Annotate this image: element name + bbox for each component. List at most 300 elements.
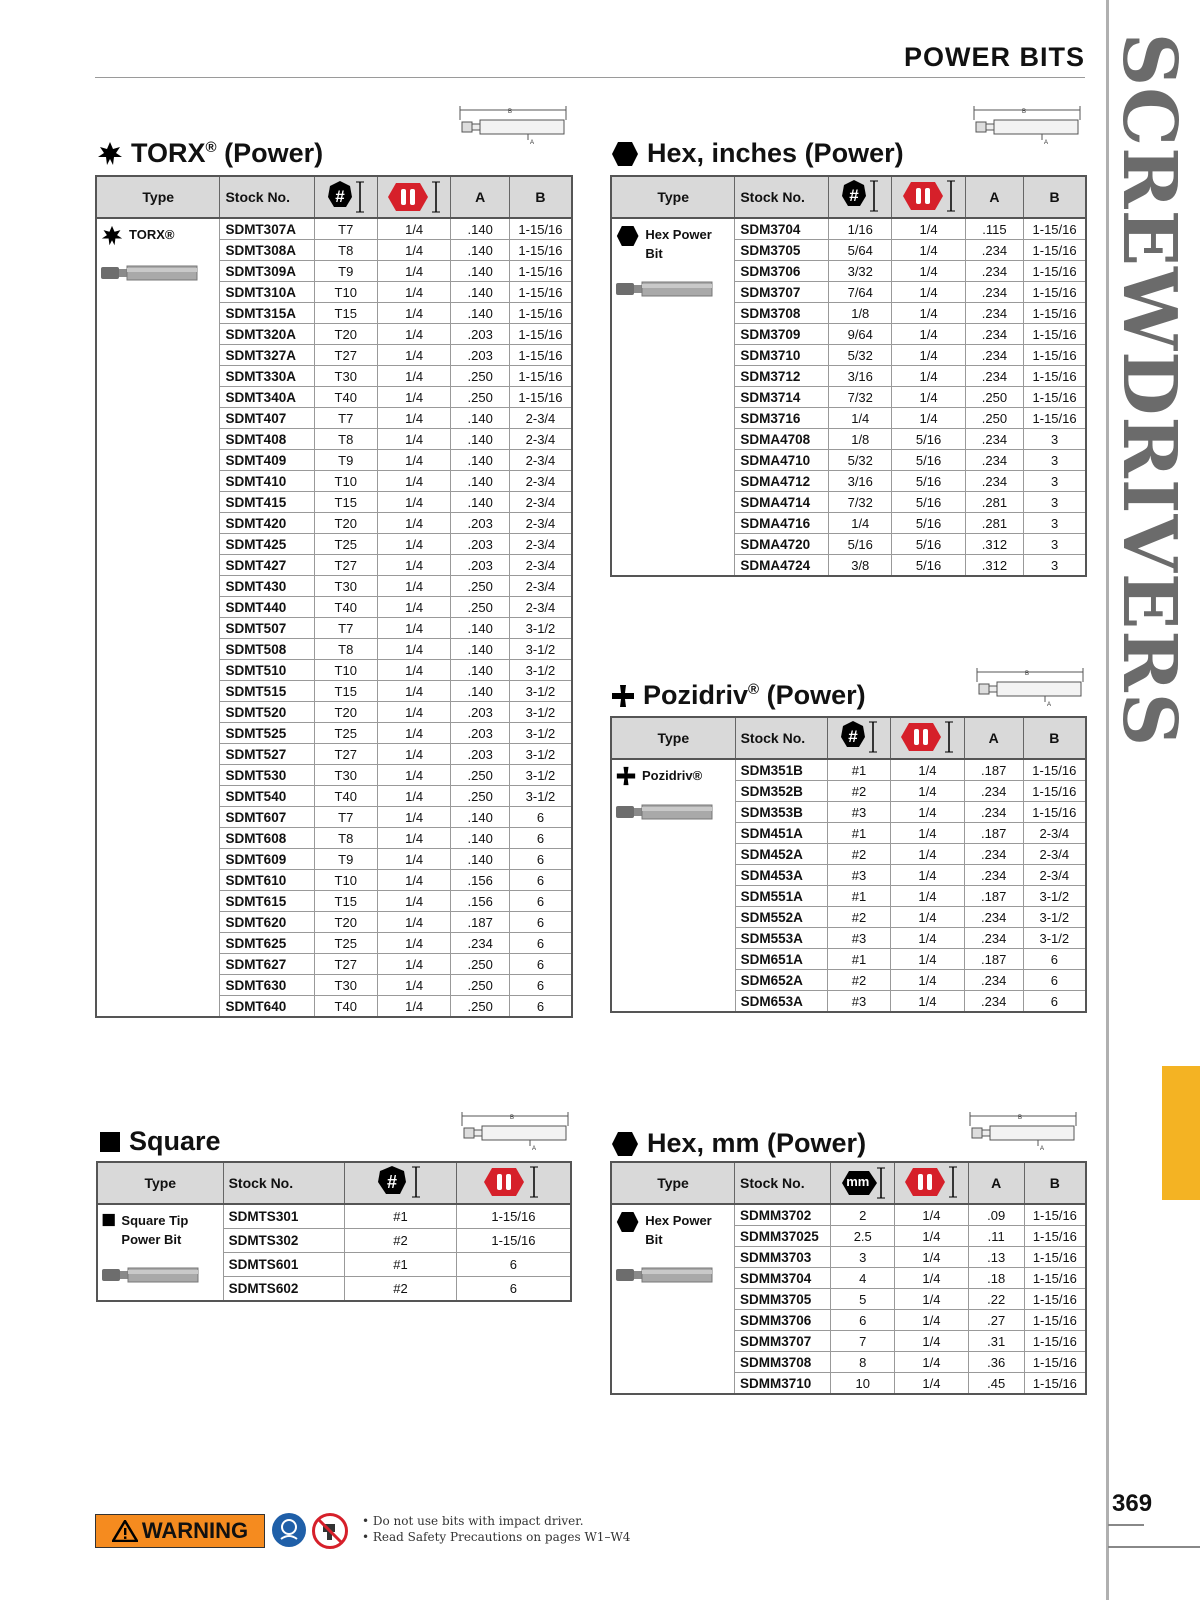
stock-number: SDMT408 <box>220 429 314 450</box>
table-cell: 1/16 <box>829 218 892 240</box>
table-cell: .203 <box>451 723 510 744</box>
table-cell: #2 <box>345 1276 457 1301</box>
table-cell: 1-15/16 <box>1024 1226 1086 1247</box>
bit-image <box>102 1261 202 1289</box>
table-cell: 1/4 <box>892 303 965 324</box>
table-cell: 1/4 <box>895 1268 968 1289</box>
stock-number: SDM3712 <box>735 366 829 387</box>
table-cell: 3/8 <box>829 555 892 577</box>
table-cell: 1-15/16 <box>1024 408 1086 429</box>
stock-number: SDMA4710 <box>735 450 829 471</box>
table-cell: .312 <box>965 534 1023 555</box>
table-cell: 1/4 <box>377 975 450 996</box>
table-cell: 3/16 <box>829 471 892 492</box>
table-cell: 3-1/2 <box>509 702 572 723</box>
table-cell: 1/4 <box>891 970 965 991</box>
type-cell <box>611 218 735 576</box>
dimension-diagram <box>975 668 1085 708</box>
stock-number: SDMA4714 <box>735 492 829 513</box>
table-cell: .234 <box>965 240 1023 261</box>
table-cell: 1/4 <box>891 823 965 844</box>
stock-number: SDMT615 <box>220 891 314 912</box>
type-label: Square Tip Power Bit <box>121 1213 189 1247</box>
table-cell: 1/4 <box>377 471 450 492</box>
dimension-diagram <box>972 106 1082 146</box>
table-cell: .250 <box>451 366 510 387</box>
table-cell: .22 <box>968 1289 1024 1310</box>
table-cell: 1/4 <box>377 534 450 555</box>
stock-number: SDMTS601 <box>223 1252 345 1276</box>
table-cell: 1/4 <box>377 702 450 723</box>
warning-label: WARNING <box>141 1518 249 1543</box>
stock-number: SDMTS602 <box>223 1276 345 1301</box>
stock-number: SDM3707 <box>735 282 829 303</box>
stock-number: SDM552A <box>735 907 827 928</box>
hex-shank-icon <box>478 1164 548 1200</box>
table-cell: .187 <box>451 912 510 933</box>
table-cell: .36 <box>968 1352 1024 1373</box>
table-cell: 1/4 <box>892 408 965 429</box>
table-cell: 3-1/2 <box>509 765 572 786</box>
table-cell: 1/4 <box>377 681 450 702</box>
table-cell: 1-15/16 <box>509 218 572 240</box>
table-cell: 1/4 <box>377 345 450 366</box>
table-cell: T27 <box>314 744 377 765</box>
table-cell: #1 <box>345 1204 457 1229</box>
eye-protection-icon <box>272 1513 306 1547</box>
table-cell: 3-1/2 <box>509 723 572 744</box>
svg-text:#: # <box>335 187 345 206</box>
no-impact-driver-icon <box>312 1513 348 1549</box>
col-tip-size <box>829 176 892 218</box>
table-cell: 2.5 <box>831 1226 895 1247</box>
pozidriv-table <box>610 716 1087 1013</box>
table-cell: 1-15/16 <box>1024 261 1086 282</box>
stock-number: SDMA4712 <box>735 471 829 492</box>
stock-number: SDMM3710 <box>735 1373 831 1395</box>
table-cell: 1/4 <box>892 240 965 261</box>
table-cell: 8 <box>831 1352 895 1373</box>
table-cell: 1/4 <box>377 786 450 807</box>
table-cell: 5 <box>831 1289 895 1310</box>
table-cell: .234 <box>964 844 1023 865</box>
table-cell: .234 <box>965 324 1023 345</box>
svg-text:#: # <box>387 1171 398 1192</box>
table-cell: 2-3/4 <box>1023 823 1086 844</box>
table-cell: T8 <box>314 828 377 849</box>
table-cell: 1/4 <box>377 765 450 786</box>
stock-number: SDMM3706 <box>735 1310 831 1331</box>
table-cell: 1-15/16 <box>1024 1352 1086 1373</box>
table-cell: 1/4 <box>377 218 450 240</box>
table-cell: 1/4 <box>377 366 450 387</box>
table-row <box>611 759 1086 781</box>
table-cell: 6 <box>1023 970 1086 991</box>
col-hex-shank <box>456 1162 571 1204</box>
table-cell: 2-3/4 <box>509 492 572 513</box>
table-cell: .140 <box>451 681 510 702</box>
table-cell: 1-15/16 <box>509 261 572 282</box>
stock-number: SDMM3704 <box>735 1268 831 1289</box>
stock-number: SDMT440 <box>220 597 314 618</box>
table-cell: 3 <box>1024 450 1086 471</box>
table-cell: .281 <box>965 492 1023 513</box>
table-cell: T10 <box>314 870 377 891</box>
stock-number: SDMT609 <box>220 849 314 870</box>
stock-number: SDMT630 <box>220 975 314 996</box>
table-cell: T27 <box>314 954 377 975</box>
table-cell: T8 <box>314 429 377 450</box>
table-cell: 6 <box>831 1310 895 1331</box>
col-tip-size <box>831 1162 895 1204</box>
stock-number: SDMT607 <box>220 807 314 828</box>
table-cell: #1 <box>827 949 890 970</box>
table-cell: 1/4 <box>377 597 450 618</box>
stock-number: SDMT610 <box>220 870 314 891</box>
stock-number: SDMTS301 <box>223 1204 345 1229</box>
hex-shank-icon <box>901 178 957 214</box>
svg-text:#: # <box>849 185 859 205</box>
table-cell: 1-15/16 <box>509 366 572 387</box>
stock-number: SDM3705 <box>735 240 829 261</box>
table-cell: .250 <box>451 954 510 975</box>
table-cell: 5/32 <box>829 345 892 366</box>
stock-number: SDM451A <box>735 823 827 844</box>
table-cell: 1/4 <box>895 1352 968 1373</box>
type-cell <box>96 218 220 1017</box>
table-cell: .234 <box>965 303 1023 324</box>
table-cell: .140 <box>451 450 510 471</box>
table-cell: .250 <box>451 765 510 786</box>
table-cell: 6 <box>509 933 572 954</box>
table-cell: 1/4 <box>377 912 450 933</box>
hexagon-icon <box>611 1131 639 1157</box>
table-cell: .140 <box>451 492 510 513</box>
stock-number: SDM652A <box>735 970 827 991</box>
table-cell: 1-15/16 <box>1024 303 1086 324</box>
table-cell: 1/4 <box>377 387 450 408</box>
bit-image <box>616 275 716 303</box>
hex-mm-section-title: Hex, mm (Power) <box>611 1128 866 1159</box>
table-cell: T10 <box>314 660 377 681</box>
table-cell: 5/16 <box>892 555 965 577</box>
table-cell: 1/4 <box>895 1289 968 1310</box>
table-cell: T7 <box>314 408 377 429</box>
table-cell: 1-15/16 <box>1024 1289 1086 1310</box>
table-cell: 1-15/16 <box>1023 759 1086 781</box>
table-cell: T27 <box>314 555 377 576</box>
table-cell: T30 <box>314 765 377 786</box>
table-cell: .234 <box>965 345 1023 366</box>
table-cell: T25 <box>314 723 377 744</box>
table-cell: T7 <box>314 618 377 639</box>
table-cell: 1-15/16 <box>456 1204 571 1229</box>
table-cell: 1-15/16 <box>509 303 572 324</box>
stock-number: SDMT427 <box>220 555 314 576</box>
table-cell: #2 <box>827 907 890 928</box>
table-cell: .187 <box>964 949 1023 970</box>
col-stock: Stock No. <box>223 1162 345 1204</box>
table-cell: .140 <box>451 429 510 450</box>
table-cell: 1/4 <box>377 555 450 576</box>
stock-number: SDMT530 <box>220 765 314 786</box>
table-cell: 1/4 <box>377 849 450 870</box>
table-cell: T20 <box>314 513 377 534</box>
table-cell: #2 <box>345 1229 457 1253</box>
col-b: B <box>1024 1162 1086 1204</box>
table-row <box>611 1204 1086 1226</box>
table-cell: T40 <box>314 597 377 618</box>
table-cell: 1/4 <box>377 618 450 639</box>
stock-number: SDMT620 <box>220 912 314 933</box>
table-cell: 3-1/2 <box>1023 886 1086 907</box>
hex-shank-icon <box>903 1164 959 1200</box>
torx-section-title: TORX® (Power) <box>97 138 323 169</box>
table-cell: 6 <box>509 954 572 975</box>
table-row <box>96 218 572 240</box>
tip-size-icon <box>839 719 879 755</box>
table-cell: .234 <box>964 781 1023 802</box>
col-hex-shank <box>891 717 965 759</box>
square-icon <box>102 1211 115 1229</box>
table-cell: #3 <box>827 928 890 949</box>
dimension-diagram <box>458 106 568 146</box>
square-table <box>96 1161 572 1302</box>
table-cell: .250 <box>451 786 510 807</box>
table-cell: 1/4 <box>377 513 450 534</box>
table-cell: 1/4 <box>891 781 965 802</box>
table-cell: 2 <box>831 1204 895 1226</box>
table-cell: T30 <box>314 975 377 996</box>
stock-number: SDMT415 <box>220 492 314 513</box>
table-cell: .250 <box>965 387 1023 408</box>
table-cell: 5/16 <box>829 534 892 555</box>
table-cell: #1 <box>827 759 890 781</box>
table-cell: 1-15/16 <box>1024 1204 1086 1226</box>
table-cell: 5/16 <box>892 450 965 471</box>
table-cell: 1/4 <box>377 261 450 282</box>
table-row <box>611 218 1086 240</box>
stock-number: SDMM3707 <box>735 1331 831 1352</box>
table-cell: 5/16 <box>892 513 965 534</box>
table-cell: 3 <box>831 1247 895 1268</box>
table-cell: 1/4 <box>377 996 450 1018</box>
hexagon-icon <box>616 1211 639 1233</box>
table-cell: .187 <box>964 823 1023 844</box>
stock-number: SDMT525 <box>220 723 314 744</box>
bit-image <box>616 1261 716 1289</box>
table-cell: 2-3/4 <box>509 471 572 492</box>
stock-number: SDMA4708 <box>735 429 829 450</box>
type-label: Hex Power Bit <box>645 1213 712 1247</box>
table-cell: 2-3/4 <box>509 576 572 597</box>
side-category-label: SCREWDRIVERS <box>1106 32 1192 748</box>
table-cell: 2-3/4 <box>509 408 572 429</box>
stock-number: SDM453A <box>735 865 827 886</box>
stock-number: SDMT507 <box>220 618 314 639</box>
table-cell: 1/4 <box>895 1247 968 1268</box>
col-a: A <box>451 176 510 218</box>
table-cell: 1/4 <box>892 387 965 408</box>
stock-number: SDM3708 <box>735 303 829 324</box>
table-cell: 2-3/4 <box>509 534 572 555</box>
stock-number: SDMM3703 <box>735 1247 831 1268</box>
table-cell: 9/64 <box>829 324 892 345</box>
table-cell: 7/64 <box>829 282 892 303</box>
page-number-underline <box>1108 1524 1144 1526</box>
table-cell: 1/4 <box>377 450 450 471</box>
table-cell: .234 <box>964 970 1023 991</box>
stock-number: SDMA4724 <box>735 555 829 577</box>
header-divider <box>95 77 1085 78</box>
col-type: Type <box>96 176 220 218</box>
stock-number: SDMT625 <box>220 933 314 954</box>
pozidriv-cross-icon <box>611 684 635 708</box>
stock-number: SDM3704 <box>735 218 829 240</box>
stock-number: SDM3714 <box>735 387 829 408</box>
table-cell: 1/4 <box>377 723 450 744</box>
stock-number: SDMA4720 <box>735 534 829 555</box>
table-cell: .250 <box>451 576 510 597</box>
stock-number: SDMT307A <box>220 218 314 240</box>
table-cell: 5/64 <box>829 240 892 261</box>
table-cell: .234 <box>965 471 1023 492</box>
stock-number: SDMT340A <box>220 387 314 408</box>
table-cell: 5/16 <box>892 492 965 513</box>
table-cell: T15 <box>314 681 377 702</box>
table-cell: .234 <box>965 429 1023 450</box>
table-cell: .250 <box>451 975 510 996</box>
stock-number: SDM653A <box>735 991 827 1013</box>
col-type: Type <box>611 717 735 759</box>
table-cell: 1/4 <box>895 1373 968 1395</box>
table-cell: T20 <box>314 702 377 723</box>
table-cell: 1/4 <box>892 366 965 387</box>
table-cell: 1-15/16 <box>1024 366 1086 387</box>
table-cell: 1-15/16 <box>509 240 572 261</box>
table-cell: 6 <box>509 807 572 828</box>
stock-number: SDMT327A <box>220 345 314 366</box>
table-cell: .234 <box>964 991 1023 1013</box>
pozidriv-section-title: Pozidriv® (Power) <box>611 680 866 711</box>
table-cell: 1-15/16 <box>509 324 572 345</box>
table-cell: .18 <box>968 1268 1024 1289</box>
table-cell: 1-15/16 <box>509 282 572 303</box>
table-cell: 1-15/16 <box>1024 387 1086 408</box>
stock-number: SDMT540 <box>220 786 314 807</box>
stock-number: SDM353B <box>735 802 827 823</box>
hex-inches-section-title: Hex, inches (Power) <box>611 138 904 169</box>
table-cell: .45 <box>968 1373 1024 1395</box>
type-label: Hex Power Bit <box>645 227 712 261</box>
stock-number: SDM3709 <box>735 324 829 345</box>
table-cell: 1-15/16 <box>1024 218 1086 240</box>
col-a: A <box>968 1162 1024 1204</box>
table-cell: T30 <box>314 366 377 387</box>
col-b: B <box>509 176 572 218</box>
col-tip-size <box>314 176 377 218</box>
table-cell: 1/4 <box>892 324 965 345</box>
table-cell: #2 <box>827 970 890 991</box>
stock-number: SDMT640 <box>220 996 314 1018</box>
table-cell: 2-3/4 <box>509 513 572 534</box>
col-tip-size <box>827 717 890 759</box>
table-cell: 2-3/4 <box>509 450 572 471</box>
stock-number: SDMT430 <box>220 576 314 597</box>
stock-number: SDMT320A <box>220 324 314 345</box>
table-cell: 1/4 <box>377 324 450 345</box>
table-cell: 1/4 <box>892 345 965 366</box>
table-cell: .31 <box>968 1331 1024 1352</box>
stock-number: SDMT515 <box>220 681 314 702</box>
warning-note: • Read Safety Precautions on pages W1–W4 <box>362 1530 631 1544</box>
table-cell: 4 <box>831 1268 895 1289</box>
table-cell: .140 <box>451 303 510 324</box>
col-stock: Stock No. <box>735 176 829 218</box>
table-cell: .156 <box>451 870 510 891</box>
table-cell: T9 <box>314 849 377 870</box>
table-cell: T15 <box>314 891 377 912</box>
table-cell: 1/4 <box>891 949 965 970</box>
table-cell: 1-15/16 <box>1024 324 1086 345</box>
table-cell: T10 <box>314 471 377 492</box>
table-cell: 1/4 <box>377 828 450 849</box>
table-cell: T15 <box>314 303 377 324</box>
torx-star-icon <box>101 225 123 247</box>
table-cell: T25 <box>314 933 377 954</box>
table-cell: T40 <box>314 387 377 408</box>
table-cell: 1/4 <box>829 513 892 534</box>
stock-number: SDMM3702 <box>735 1204 831 1226</box>
stock-number: SDM551A <box>735 886 827 907</box>
table-cell: .203 <box>451 744 510 765</box>
table-cell: 1/4 <box>892 261 965 282</box>
stock-number: SDMTS302 <box>223 1229 345 1253</box>
bit-image <box>101 259 201 287</box>
table-cell: 1-15/16 <box>1024 1247 1086 1268</box>
table-cell: 7/32 <box>829 492 892 513</box>
table-cell: 1/4 <box>829 408 892 429</box>
table-cell: #2 <box>827 781 890 802</box>
table-cell: 7/32 <box>829 387 892 408</box>
table-cell: 6 <box>509 891 572 912</box>
table-cell: T7 <box>314 807 377 828</box>
table-cell: 5/16 <box>892 534 965 555</box>
col-type: Type <box>611 1162 735 1204</box>
table-row <box>97 1204 571 1229</box>
stock-number: SDMT627 <box>220 954 314 975</box>
table-cell: 1/4 <box>377 429 450 450</box>
hex-mm-table <box>610 1161 1087 1395</box>
stock-number: SDM3716 <box>735 408 829 429</box>
table-cell: .140 <box>451 261 510 282</box>
col-a: A <box>964 717 1023 759</box>
table-cell: #1 <box>345 1252 457 1276</box>
table-cell: 3-1/2 <box>509 639 572 660</box>
stock-number: SDM452A <box>735 844 827 865</box>
stock-number: SDMT508 <box>220 639 314 660</box>
table-cell: T40 <box>314 786 377 807</box>
table-cell: #2 <box>827 844 890 865</box>
col-type: Type <box>611 176 735 218</box>
table-cell: .203 <box>451 702 510 723</box>
stock-number: SDMT330A <box>220 366 314 387</box>
table-cell: 1-15/16 <box>1024 240 1086 261</box>
square-icon <box>99 1131 121 1153</box>
table-cell: .140 <box>451 282 510 303</box>
table-cell: 6 <box>1023 991 1086 1013</box>
table-cell: 1/4 <box>377 870 450 891</box>
